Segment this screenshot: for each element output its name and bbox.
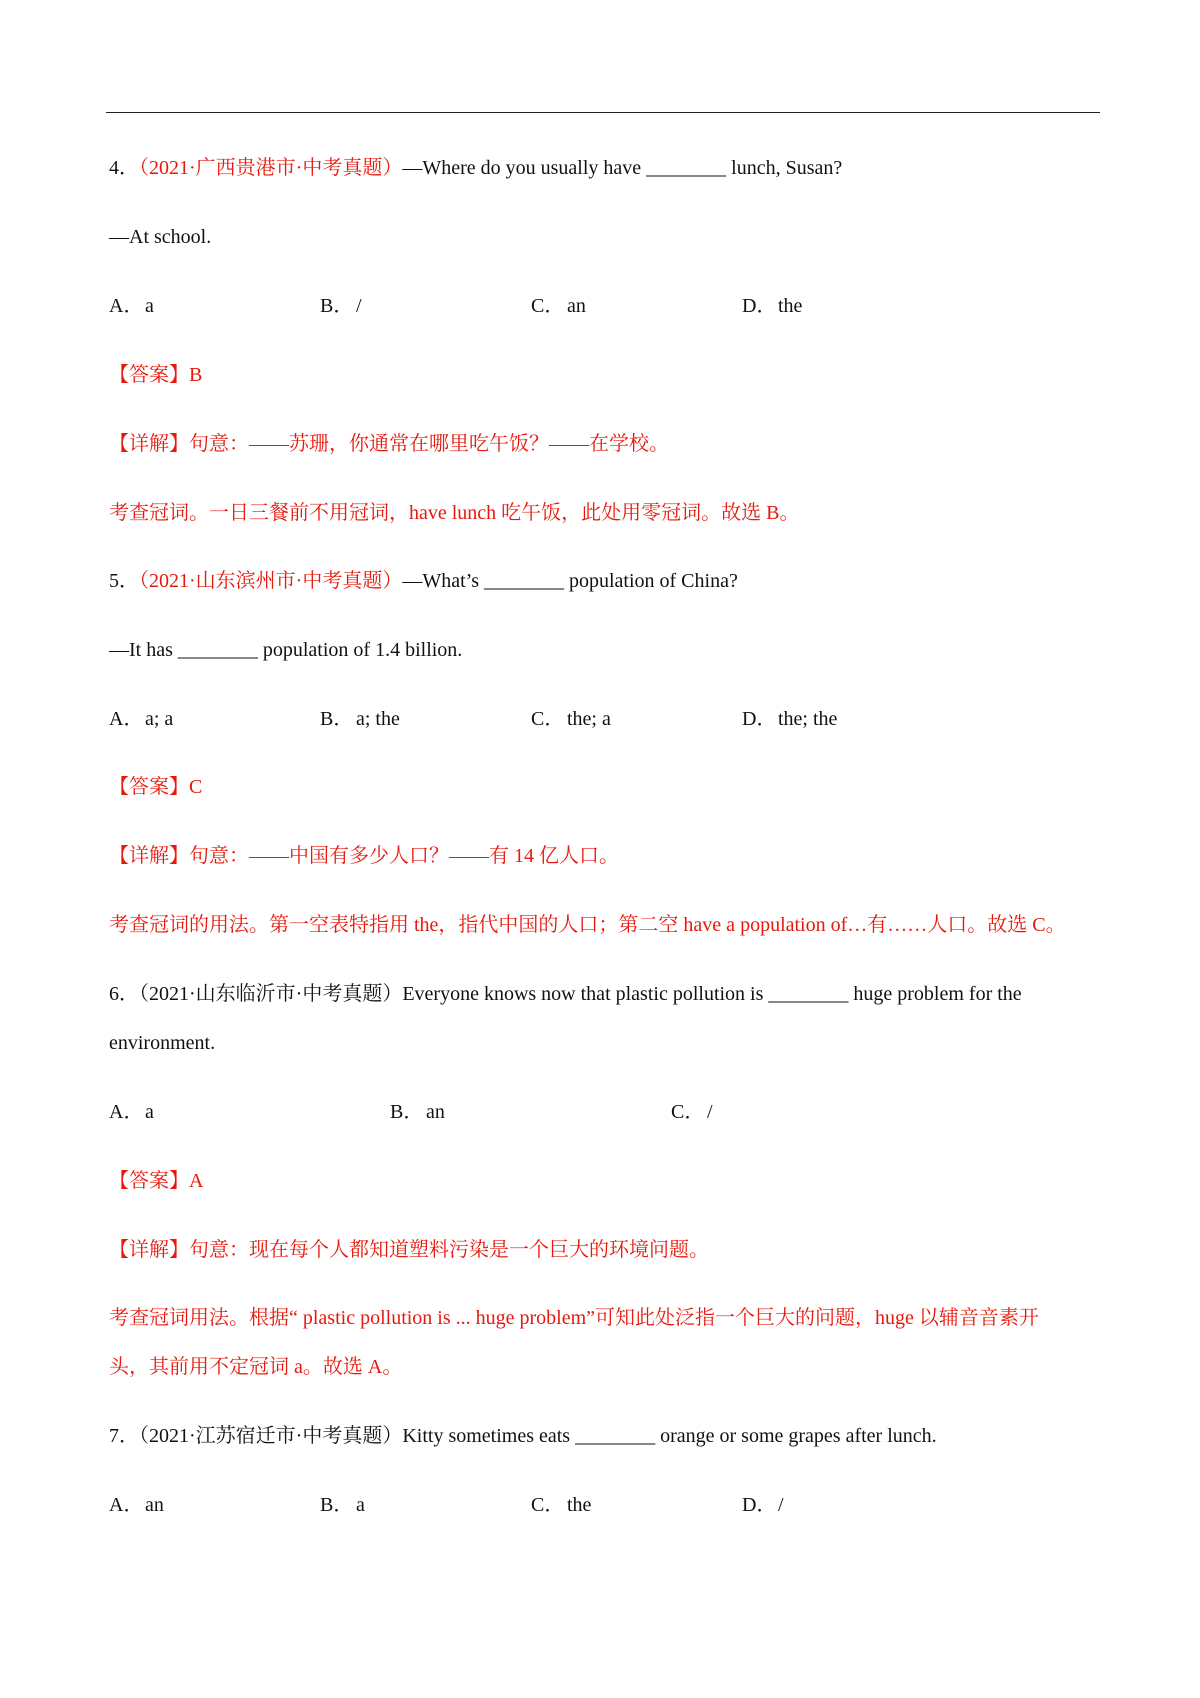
q4-answer: 【答案】B <box>109 364 203 386</box>
question-number: 7． <box>109 1425 139 1447</box>
question-source: （2021·山东滨州市·中考真题） <box>139 570 403 592</box>
question-6-stem-continued: environment. <box>109 1032 216 1054</box>
q7-option-d[interactable]: D．/ <box>742 1494 784 1516</box>
question-text: —Where do you usually have ________ lunch, Susan? <box>402 157 843 179</box>
q6-option-a[interactable]: A．a <box>109 1101 154 1123</box>
q5-option-c[interactable]: C． the; a <box>531 708 611 730</box>
question-5-stem <box>109 567 738 595</box>
q7-option-a[interactable]: A．an <box>109 1494 164 1516</box>
question-text: Kitty sometimes eats ________ orange or some grapes after lunch. <box>402 1425 937 1447</box>
header-rule <box>106 112 1100 113</box>
q6-option-c[interactable]: C． / <box>671 1101 713 1123</box>
q4-explanation: 【详解】句意：——苏珊，你通常在哪里吃午饭？——在学校。 <box>109 433 669 455</box>
q4-option-d[interactable]: D．the <box>742 295 803 317</box>
q6-answer: 【答案】A <box>109 1170 204 1192</box>
question-number: 4． <box>109 157 139 179</box>
q5-option-d[interactable]: D．the; the <box>742 708 838 730</box>
q4-explanation-detail: 考查冠词。一日三餐前不用冠词，have lunch 吃午饭，此处用零冠词。故选 B。 <box>109 502 800 524</box>
question-4-response: —At school. <box>109 226 212 248</box>
q5-option-a[interactable]: A．a; a <box>109 708 174 730</box>
q6-explanation-detail: 考查冠词用法。根据“ plastic pollution is ... huge problem”可知此处泛指一个巨大的问题，huge 以辅音音素开 <box>109 1307 1039 1329</box>
q4-option-b[interactable]: B． / <box>320 295 362 317</box>
question-text: Everyone knows now that plastic pollution is ________ huge problem for the <box>402 983 1022 1005</box>
question-6-stem <box>109 980 1022 1008</box>
q7-option-c[interactable]: C． the <box>531 1494 592 1516</box>
q5-answer: 【答案】C <box>109 776 203 798</box>
question-5-response: —It has ________ population of 1.4 billion. <box>109 639 463 661</box>
q6-explanation: 【详解】句意：现在每个人都知道塑料污染是一个巨大的环境问题。 <box>109 1239 709 1261</box>
q6-option-b[interactable]: B． an <box>390 1101 445 1123</box>
question-source: （2021·江苏宿迁市·中考真题） <box>139 1425 403 1447</box>
q5-explanation: 【详解】句意：——中国有多少人口？——有 14 亿人口。 <box>109 845 619 867</box>
question-source: （2021·广西贵港市·中考真题） <box>139 157 403 179</box>
q4-option-c[interactable]: C． an <box>531 295 586 317</box>
question-source: （2021·山东临沂市·中考真题） <box>139 983 403 1005</box>
question-4-stem <box>109 154 842 182</box>
q6-explanation-detail-continued: 头，其前用不定冠词 a。故选 A。 <box>109 1356 403 1378</box>
question-number: 6． <box>109 983 139 1005</box>
question-7-stem <box>109 1422 937 1450</box>
q5-option-b[interactable]: B． a; the <box>320 708 400 730</box>
q7-option-b[interactable]: B． a <box>320 1494 365 1516</box>
question-text: —What’s ________ population of China? <box>402 570 738 592</box>
q4-option-a[interactable]: A．a <box>109 295 154 317</box>
q5-explanation-detail: 考查冠词的用法。第一空表特指用 the，指代中国的人口；第二空 have a population of…有……人口。故选 C。 <box>109 914 1066 936</box>
question-number: 5． <box>109 570 139 592</box>
